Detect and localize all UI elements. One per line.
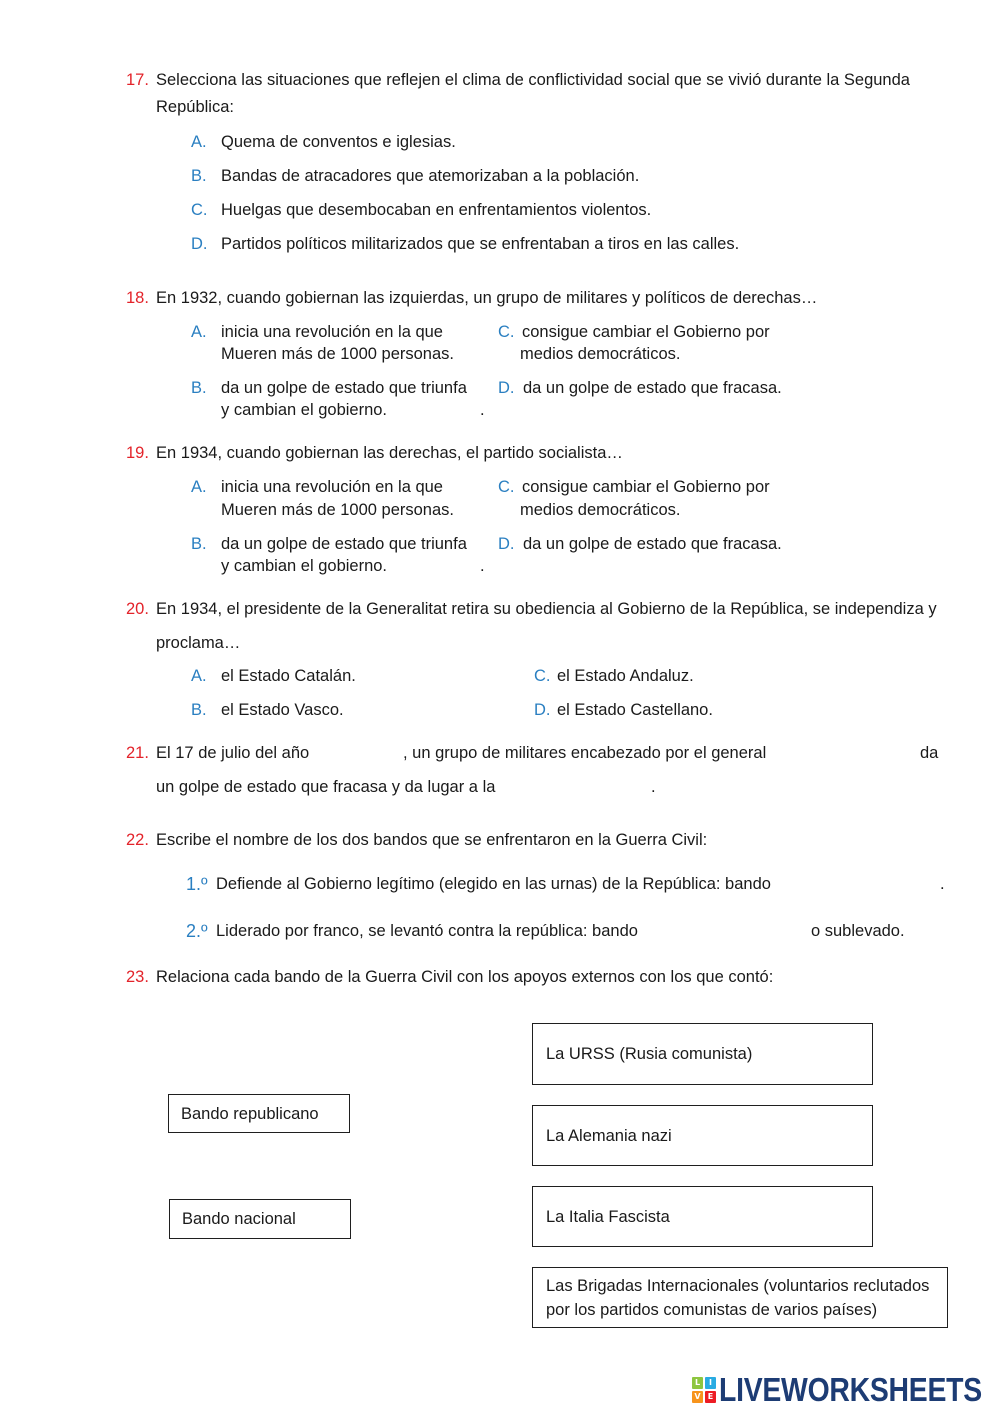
- question-19-option-a[interactable]: [191, 477, 486, 521]
- option-letter: A.: [191, 478, 207, 496]
- option-letter: D.: [498, 379, 515, 397]
- match-box-bando-nacional[interactable]: [169, 1199, 351, 1239]
- question-18-option-a[interactable]: [191, 322, 486, 366]
- option-trailing-period: .: [480, 401, 485, 419]
- question-20-text: En 1934, el presidente de la Generalitat retira su obediencia al Gobierno de la República, se independiza y: [156, 600, 937, 618]
- match-box-label: Las Brigadas Internacionales (voluntarios reclutados: [546, 1276, 930, 1295]
- logo-tile: V: [692, 1391, 703, 1403]
- question-17-text: Selecciona las situaciones que reflejen el clima de conflictividad social que se vivió durante la Segunda: [156, 71, 910, 89]
- match-box-bando-republicano[interactable]: [168, 1094, 350, 1133]
- question-22-number: 22.: [126, 831, 149, 849]
- question-20-option-c[interactable]: [534, 666, 834, 686]
- question-19-option-b[interactable]: [191, 534, 491, 578]
- option-text-continued: Mueren más de 1000 personas.: [221, 501, 454, 519]
- match-box-label: La Alemania nazi: [546, 1126, 672, 1145]
- question-22-text: Escribe el nombre de los dos bandos que se enfrentaron en la Guerra Civil:: [156, 831, 708, 849]
- question-20-option-d[interactable]: [534, 700, 834, 720]
- match-box-label: Bando nacional: [182, 1210, 296, 1228]
- question-17-text-continued: República:: [156, 98, 234, 116]
- question-18-number: 18.: [126, 289, 149, 307]
- question-20-option-b[interactable]: [191, 700, 491, 720]
- option-letter: C.: [498, 478, 515, 496]
- liveworksheets-logo[interactable]: [692, 1371, 988, 1408]
- option-text: Partidos políticos militarizados que se enfrentaban a tiros en las calles.: [221, 235, 740, 253]
- logo-tile: L: [692, 1377, 703, 1389]
- question-18-text: En 1932, cuando gobiernan las izquierdas, un grupo de militares y políticos de derechas…: [156, 289, 818, 307]
- nationalist-side-blank-input[interactable]: [652, 920, 807, 942]
- option-text: da un golpe de estado que triunfa: [221, 379, 467, 397]
- option-letter: C.: [534, 667, 551, 685]
- option-text: da un golpe de estado que fracasa.: [523, 379, 782, 397]
- question-18-option-b[interactable]: [191, 378, 491, 422]
- option-letter: D.: [498, 535, 515, 553]
- ordinal-1: 1.º: [186, 874, 208, 894]
- question-18-option-c[interactable]: [498, 322, 798, 366]
- general-blank-input[interactable]: [776, 742, 916, 764]
- option-letter: B.: [191, 167, 207, 185]
- option-text: Huelgas que desembocaban en enfrentamientos violentos.: [221, 201, 652, 219]
- option-text: Bandas de atracadores que atemorizaban a la población.: [221, 167, 640, 185]
- match-box-brigadas[interactable]: [532, 1267, 948, 1328]
- ordinal-2: 2.º: [186, 921, 208, 941]
- option-letter: C.: [191, 201, 208, 219]
- logo-wordmark: LIVEWORKSHEETS: [719, 1371, 982, 1408]
- option-letter: D.: [534, 701, 551, 719]
- option-trailing-period: .: [480, 557, 485, 575]
- question-17-option-c[interactable]: [191, 200, 791, 220]
- option-letter: B.: [191, 701, 207, 719]
- question-20-text-continued: proclama…: [156, 634, 241, 652]
- match-box-label: Bando republicano: [181, 1104, 319, 1123]
- republican-side-blank-input[interactable]: [782, 873, 936, 895]
- option-letter: A.: [191, 133, 207, 151]
- option-letter: C.: [498, 323, 515, 341]
- logo-tile: E: [705, 1391, 716, 1403]
- question-17-number: 17.: [126, 71, 149, 89]
- option-letter: A.: [191, 667, 207, 685]
- question-21-text-part5: .: [651, 778, 656, 796]
- option-text: el Estado Vasco.: [221, 701, 344, 719]
- year-blank-input[interactable]: [312, 742, 402, 764]
- consequence-blank-input[interactable]: [498, 776, 648, 798]
- logo-icon: [692, 1377, 716, 1403]
- option-text-continued: medios democráticos.: [520, 501, 681, 519]
- question-17-option-b[interactable]: [191, 166, 791, 186]
- question-20-number: 20.: [126, 600, 149, 618]
- question-21-text-part2: , un grupo de militares encabezado por el general: [403, 744, 767, 762]
- match-box-label: La URSS (Rusia comunista): [546, 1045, 753, 1063]
- option-text-continued: y cambian el gobierno.: [221, 401, 388, 419]
- nationalist-side-after: o sublevado.: [811, 922, 905, 940]
- match-box-urss[interactable]: [532, 1023, 873, 1085]
- option-text: da un golpe de estado que fracasa.: [523, 535, 782, 553]
- question-17-option-d[interactable]: [191, 234, 791, 254]
- question-23-text: Relaciona cada bando de la Guerra Civil con los apoyos externos con los que contó:: [156, 968, 774, 986]
- question-17-option-a[interactable]: [191, 132, 791, 152]
- question-20-option-a[interactable]: [191, 666, 491, 686]
- question-19-text: En 1934, cuando gobiernan las derechas, el partido socialista…: [156, 444, 623, 462]
- republican-side-text: Defiende al Gobierno legítimo (elegido en las urnas) de la República: bando: [216, 875, 771, 893]
- option-text: Quema de conventos e iglesias.: [221, 133, 456, 151]
- republican-side-after: .: [940, 875, 945, 893]
- question-19-number: 19.: [126, 444, 149, 462]
- option-letter: D.: [191, 235, 208, 253]
- option-text-continued: medios democráticos.: [520, 345, 681, 363]
- match-box-italia[interactable]: [532, 1186, 873, 1247]
- logo-tile: I: [705, 1377, 716, 1389]
- question-21-text-part1: El 17 de julio del año: [156, 744, 310, 762]
- question-21-text-part3: da: [920, 744, 939, 762]
- option-text-continued: Mueren más de 1000 personas.: [221, 345, 454, 363]
- question-19-option-c[interactable]: [498, 477, 798, 521]
- option-text-continued: y cambian el gobierno.: [221, 557, 388, 575]
- option-letter: B.: [191, 379, 207, 397]
- option-text: consigue cambiar el Gobierno por: [522, 323, 770, 341]
- option-letter: A.: [191, 323, 207, 341]
- option-text: da un golpe de estado que triunfa: [221, 535, 467, 553]
- question-21-text-part4: un golpe de estado que fracasa y da lugar a la: [156, 778, 496, 796]
- question-23-number: 23.: [126, 968, 149, 986]
- option-text: el Estado Castellano.: [557, 701, 713, 719]
- option-letter: B.: [191, 535, 207, 553]
- option-text: inicia una revolución en la que: [221, 478, 443, 496]
- option-text: inicia una revolución en la que: [221, 323, 443, 341]
- option-text: consigue cambiar el Gobierno por: [522, 478, 770, 496]
- nationalist-side-text: Liderado por franco, se levantó contra la república: bando: [216, 922, 638, 940]
- match-box-label-continued: por los partidos comunistas de varios países): [546, 1300, 878, 1319]
- question-18-option-d[interactable]: [498, 378, 798, 398]
- option-text: el Estado Catalán.: [221, 667, 356, 685]
- option-text: el Estado Andaluz.: [557, 667, 694, 685]
- match-box-alemania[interactable]: [532, 1105, 873, 1166]
- question-19-option-d[interactable]: [498, 534, 798, 554]
- match-box-label: La Italia Fascista: [546, 1207, 670, 1226]
- question-21-number: 21.: [126, 744, 149, 762]
